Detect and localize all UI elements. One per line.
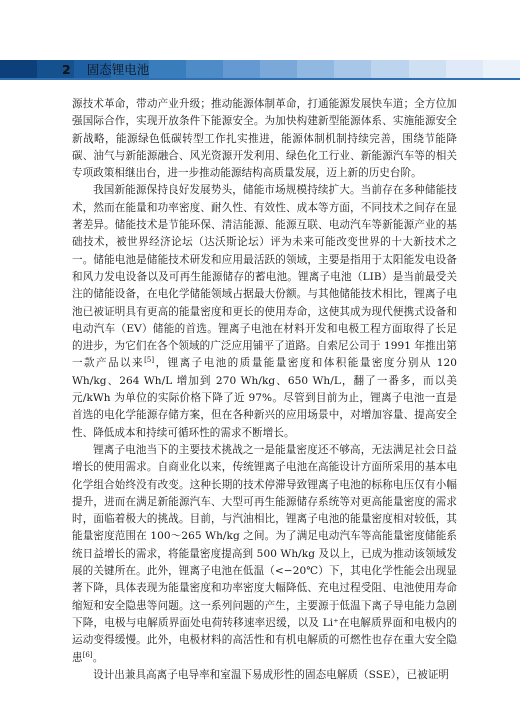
paragraph-4 [72, 667, 457, 684]
paragraph-text: 锂离子电池当下的主要技术挑战之一是能量密度还不够高，无法满足社会日益增长的使用需求。自商业化以来，传统锂离子电池在高能设计方面所采用的基本电化学组合始终没有改变。这种长期的技术停滞导致锂离子电池的标称电压仅有小幅提升，进而在满足新能源汽车、大型可再生能源储存系统等对更高能量密度的需求时，面临着极大的挑战。目前，与汽油相比，锂离子电池的能量密度相对较低，其能量密度范围在 100～265 Wh/kg 之间。为了满足电动汽车等高能量密度储能系统日益增长的需求，将能量密度提高到 500 Wh/kg 及以上，已成为推动该领域发展的关键所在。此外，锂离子电池在低温（<−20℃）下，其电化学性能会出现显著下降，具体表现为能量密度和功率密度大幅降低、充电过程受阻、电池使用寿命缩短和安全隐患等问题。这一系列问题的产生，主要源于低温下离子导电能力急剧下降，电极与电解质界面处电荷转移速率迟缓，以及 Li⁺在电解质界面和电极内的运动变得缓慢。此外，电极材料的高活性和有机电解质的可燃性也存在重大安全隐患 [72, 443, 457, 664]
citation-5[interactable]: [5] [144, 356, 155, 365]
body-text [72, 96, 457, 684]
header-strip-cell [371, 60, 408, 78]
paragraph-3 [72, 442, 457, 667]
header-strip-cell [186, 60, 223, 78]
header-strip-cell [223, 60, 260, 78]
header-strip-cell [0, 60, 37, 78]
header-strip-cell [409, 60, 446, 78]
header-strip-cell [260, 60, 297, 78]
paragraph-text: 设计出兼具高离子电导率和室温下易成形性的固态电解质（SSE），已被证明 [93, 668, 450, 681]
book-title: 固态锂电池 [86, 62, 150, 77]
paragraph-text: 我国新能源保持良好发展势头，储能市场规模持续扩大。当前存在多种储能技术，然而在能量和功率密度、耐久性、有效性、成本等方面，不同技术之间存在显著差异。储能技术是节能环保、清洁能源、能源互联、电动汽车等新能源产业的基础技术，被世界经济论坛（达沃斯论坛）评为未来可能改变世界的十大新技术之一。储能电池是储能技术研发和应用最活跃的领域，主要是指用于太阳能发电设备和风力发电设备以及可再生能源储存的蓄电池。锂离子电池（LIB）是当前最受关注的储能设备，在电化学储能领域占据最大份额。与其他储能技术相比，锂离子电池已被证明具有更高的能量密度和更长的使用寿命，这使其成为现代便携式设备和电动汽车（EV）储能的首选。锂离子电池在材料开发和电极工程方面取得了长足的进步，为它们在各个领域的广泛应用铺平了道路。自索尼公司于 1991 年推出第一款产品以来 [72, 184, 457, 370]
paragraph-2 [72, 182, 457, 441]
paragraph-text-after: 。 [92, 651, 104, 664]
header-strip-cell [483, 60, 520, 78]
header-strip-cell [446, 60, 483, 78]
running-head [62, 60, 149, 78]
page-number: 2 [62, 61, 71, 77]
header-strip-cell [297, 60, 334, 78]
header-strip-cell [334, 60, 371, 78]
header-strip-cell [149, 60, 186, 78]
paragraph-text-after: ，锂离子电池的质量能量密度和体积能量密度分别从 120 Wh/kg、264 Wh/L 增加到 270 Wh/kg、650 Wh/L，翻了一番多，而以美元/kWh 为单位的实际价格下降了近 97%。尽管到目前为止，锂离子电池一直是首选的电化学能源存储方案，但在各种新兴的应用场景中，对增加容量、提高安全性、降低成本和持续可循环性的需求不断增长。 [72, 357, 457, 439]
citation-6[interactable]: [6] [82, 650, 93, 659]
paragraph-text: 源技术革命，带动产业升级；推动能源体制革命，打通能源发展快车道；全方位加强国际合作，实现开放条件下能源安全。为加快构建新型能源体系、实施能源安全新战略，能源绿色低碳转型工作扎实推进，能源体制机制持续完善，围绕节能降碳、油气与新能源融合、风光资源开发利用、绿色化工行业、新能源汽车等的相关专项政策相继出台，进一步推动能源结构高质量发展，迈上新的历史台阶。 [72, 98, 457, 180]
header-rule [0, 78, 520, 80]
paragraph-1 [72, 96, 457, 182]
page-header [0, 0, 520, 90]
